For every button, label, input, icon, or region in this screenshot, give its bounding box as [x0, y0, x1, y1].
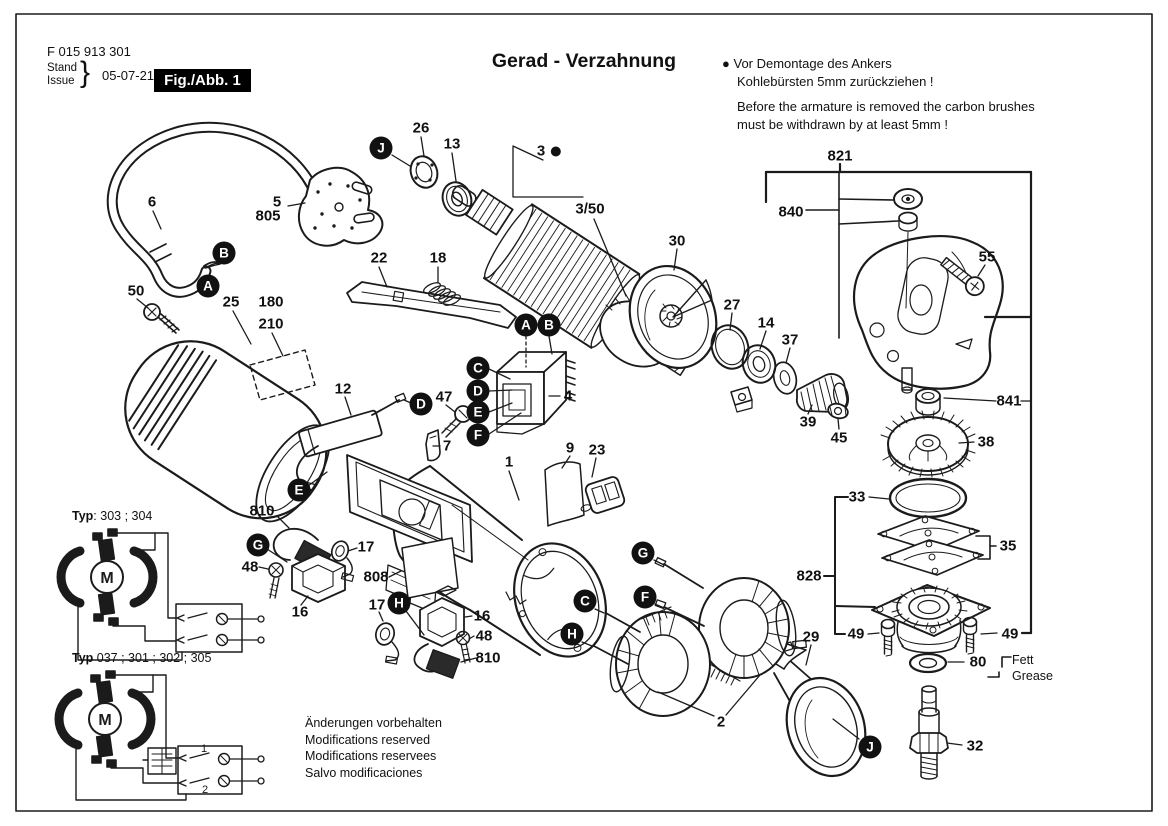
notice-bullet: ●: [722, 56, 730, 71]
part-label-22: 22: [370, 249, 388, 267]
part-label-30: 30: [668, 232, 686, 250]
carbon-brush-notice: [722, 55, 1035, 134]
o-ring-33-drawing: [890, 479, 966, 517]
guard-29-drawing: [765, 640, 877, 786]
sleeve-841-drawing: [916, 389, 940, 415]
part-label-3: 3: [537, 143, 561, 160]
grease-note-de: Fett: [1012, 653, 1034, 667]
switch-terminal-1-label: 1: [200, 743, 208, 755]
part-label-29: 29: [802, 628, 820, 646]
part-label-840: 840: [778, 203, 804, 221]
slider-23-drawing: [580, 475, 625, 514]
notice-en-line1: Before the armature is removed the carbon brushes: [737, 99, 1035, 114]
part-label-50: 50: [127, 282, 145, 300]
issue-date: 05-07-21: [102, 68, 155, 83]
part-label-17: 17: [357, 538, 375, 556]
wiring-diagram-2: [59, 671, 264, 800]
part-label-841: 841: [996, 392, 1022, 410]
wiring-diagram-1: [61, 529, 264, 660]
modifications-line-en: Modifications reserved: [305, 732, 431, 747]
grommet-840-drawing: [894, 189, 922, 231]
part-label-48: 48: [241, 558, 259, 576]
part-label-39: 39: [799, 413, 817, 431]
part-label-3-50: 3/50: [575, 200, 605, 218]
grease-note-en: Grease: [1012, 669, 1053, 683]
part-label-55: 55: [978, 248, 996, 266]
gaskets-35-drawing: [878, 516, 983, 575]
part-label-16: 16: [291, 603, 309, 621]
wiring-diagram-2-title: Typ 037 ; 301 ; 302 ; 305: [72, 651, 212, 665]
part-label-9: 9: [565, 439, 575, 457]
stand-label: Stand: [47, 62, 78, 74]
part-label-80: 80: [969, 653, 987, 671]
sticker-9-drawing: [545, 462, 584, 526]
key-block-drawing: [731, 387, 752, 412]
document-number: F 015 913 301: [47, 44, 131, 59]
group-bracket-828: [824, 497, 875, 634]
part-label-37: 37: [781, 331, 799, 349]
part-label-14: 14: [757, 314, 775, 332]
part-label-27: 27: [723, 296, 741, 314]
wire-badge-J: J: [859, 736, 882, 759]
part-label-13: 13: [443, 135, 461, 153]
washer-80-drawing: [910, 654, 946, 672]
wire-badge-G: G: [247, 534, 270, 557]
clamp-7-drawing: [426, 430, 440, 461]
modifications-line-de: Änderungen vorbehalten: [305, 716, 442, 730]
wire-badge-H: H: [561, 623, 584, 646]
part-label-810: 810: [475, 649, 501, 667]
part-label-7: 7: [442, 437, 452, 455]
part-label-808: 808: [363, 568, 389, 586]
part-label-35: 35: [999, 537, 1017, 555]
note-ref-dot: [551, 146, 561, 156]
wire-badge-C: C: [467, 357, 490, 380]
modifications-line-fr: Modifications reservees: [305, 749, 437, 763]
part-label-6: 6: [147, 193, 157, 211]
wire-badge-B: B: [538, 314, 561, 337]
switch-terminal-2-label: 2: [201, 784, 209, 796]
wire-badge-E: E: [288, 479, 311, 502]
modifications-line-es: Salvo modificaciones: [305, 765, 423, 780]
wire-badge-A: A: [515, 314, 538, 337]
part-label-25: 25: [222, 293, 240, 311]
motor-label-2: M: [98, 712, 112, 729]
brush-left-drawing: [269, 529, 354, 602]
part-label-45: 45: [830, 429, 848, 447]
wire-badge-C: C: [574, 590, 597, 613]
wire-badge-J: J: [370, 137, 393, 160]
notice-en-line2: must be withdrawn by at least 5mm !: [737, 117, 948, 132]
part-label-1: 1: [504, 453, 514, 471]
part-label-12: 12: [334, 380, 352, 398]
page-title: Gerad - Verzahnung: [491, 50, 677, 72]
part-label-4: 4: [563, 387, 573, 405]
part-label-49: 49: [1001, 625, 1019, 643]
wire-badge-F: F: [634, 586, 657, 609]
spindle-32-drawing: [910, 686, 948, 779]
part-label-2: 2: [716, 713, 726, 731]
part-label-5: 5: [272, 193, 282, 211]
part-label-48: 48: [475, 627, 493, 645]
modifications-note: [305, 715, 442, 781]
wire-badge-B: B: [213, 242, 236, 265]
part-label-23: 23: [588, 441, 606, 459]
part-label-32: 32: [966, 737, 984, 755]
part-label-828: 828: [796, 567, 822, 585]
part-label-16: 16: [473, 607, 491, 625]
part-label-49: 49: [847, 625, 865, 643]
part-label-210: 210: [258, 315, 284, 333]
grease-note: [1012, 652, 1053, 684]
notice-de-line2: Kohlebürsten 5mm zurückziehen !: [737, 74, 934, 89]
crown-gear-38-drawing: [881, 411, 975, 477]
part-label-38: 38: [977, 433, 995, 451]
part-label-180: 180: [258, 293, 284, 311]
bearing-flange-drawing: [872, 585, 990, 653]
power-cord-drawing: [112, 127, 315, 292]
wire-badge-A: A: [197, 275, 220, 298]
part-label-47: 47: [435, 388, 453, 406]
wire-badge-D: D: [467, 380, 490, 403]
bearing-26-drawing: [406, 153, 441, 192]
part-label-33: 33: [848, 488, 866, 506]
part-label-810: 810: [249, 502, 275, 520]
grease-note-brackets: [988, 657, 1011, 677]
figure-number-box: Fig./Abb. 1: [154, 69, 251, 92]
part-label-805: 805: [255, 207, 281, 225]
sticker-808-drawing: [402, 538, 458, 598]
part-label-18: 18: [429, 249, 447, 267]
wiring-diagram-1-title: Typ: 303 ; 304: [72, 509, 153, 523]
wire-badge-E: E: [467, 401, 490, 424]
wire-badge-H: H: [388, 592, 411, 615]
plug-drawing: [299, 168, 382, 246]
part-label-17: 17: [368, 596, 386, 614]
brace-glyph: }: [80, 56, 91, 89]
wire-badge-G: G: [632, 542, 655, 565]
motor-label-1: M: [100, 570, 114, 587]
wire-badge-F: F: [467, 424, 490, 447]
stand-issue-label: [47, 62, 77, 88]
screw-50-drawing: [144, 304, 179, 333]
part-label-821: 821: [827, 147, 853, 165]
issue-label: Issue: [47, 75, 75, 87]
part-label-26: 26: [412, 119, 430, 137]
wire-badge-D: D: [410, 393, 433, 416]
notice-de-line1: ● Vor Demontage des Ankers: [722, 56, 892, 71]
